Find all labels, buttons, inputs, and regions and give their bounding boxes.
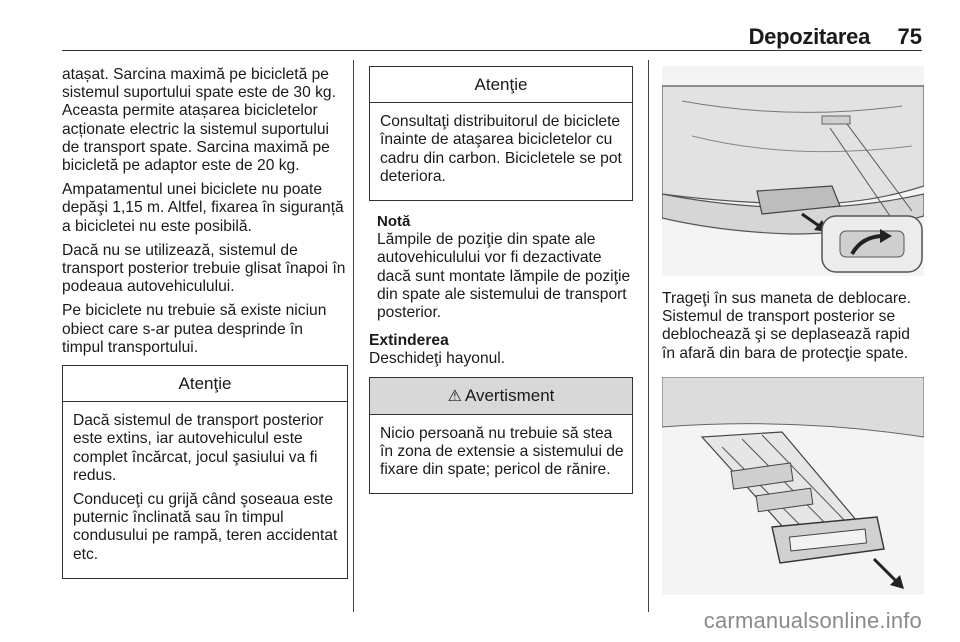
caution-text: Consultaţi distribuitorul de biciclete înainte de ataşarea bicicletelor cu cadru din carbon. Bicicletele se pot deteriora.: [380, 113, 622, 185]
column-middle: [369, 66, 633, 494]
watermark: carmanualsonline.info: [703, 608, 922, 633]
subheading: Extinderea: [369, 332, 449, 350]
caution-box: [62, 365, 348, 579]
caution-text: Dacă sistemul de transport posterior este extins, iar autovehiculul este complet încărcat, jocul şasiului va fi redus.: [73, 412, 324, 484]
paragraph: Ampatamentul unei biciclete nu poate depăşi 1,15 m. Altfel, fixarea în siguranță a bicicletei nu este posibilă.: [62, 181, 344, 235]
column-divider: [353, 60, 354, 612]
column-divider: [648, 60, 649, 612]
illustration-release-lever: [662, 66, 924, 276]
caution-box: [369, 66, 633, 201]
release-lever-drawing: [662, 66, 924, 276]
note-block: [369, 213, 633, 322]
section-title: Depozitarea: [748, 24, 870, 49]
column-left: [62, 66, 348, 579]
caution-heading: Atenţie: [370, 67, 632, 103]
caution-heading: Atenţie: [63, 366, 347, 402]
warning-text: Nicio persoană nu trebuie să stea în zona de extensie a sistemului de fixare din spate; pericol de rănire.: [380, 424, 624, 479]
paragraph: atașat. Sarcina maximă pe bicicletă pe sistemul suportului spate este de 30 kg. Aceasta permite atașarea bicicletelor acționate electric la sistemul suportului de transport spate. Sarcina maximă pe bicicletă pe adaptor este de 20 kg.: [62, 66, 336, 175]
page-header: [62, 22, 922, 51]
caution-body: [370, 103, 632, 200]
page-number: 75: [897, 24, 922, 49]
caption: Trageţi în sus maneta de deblocare. Sistemul de transport posterior se deblochează şi se deplasează rapid în afară din bara de protecţie spate.: [662, 290, 912, 362]
warning-body: [370, 415, 632, 494]
caution-text: Conduceţi cu grijă când şoseaua este puternic înclinată sau în timpul condusului pe rampă, teren accidentat etc.: [73, 491, 338, 563]
warning-box: [369, 377, 633, 495]
illustration-extended-carrier: [662, 377, 924, 595]
warning-heading-bar: [370, 378, 632, 415]
instruction: Deschideţi hayonul.: [369, 350, 506, 368]
caution-body: [63, 402, 347, 578]
column-right: [662, 66, 924, 595]
warning-triangle-icon: ⚠: [447, 387, 462, 405]
note-text: Lămpile de poziţie din spate ale autovehiculului vor fi dezactivate dacă sunt montate lămpile de poziţie din spate ale sistemului de transport posterior.: [377, 231, 631, 322]
note-label: Notă: [377, 213, 411, 231]
extended-carrier-drawing: [662, 377, 924, 595]
warning-heading: Avertisment: [464, 385, 555, 405]
paragraph: Pe biciclete nu trebuie să existe niciun obiect care s-ar putea desprinde în timpul transportului.: [62, 302, 327, 356]
paragraph: Dacă nu se utilizează, sistemul de transport posterior trebuie glisat înapoi în podeaua autovehiculului.: [62, 241, 346, 296]
